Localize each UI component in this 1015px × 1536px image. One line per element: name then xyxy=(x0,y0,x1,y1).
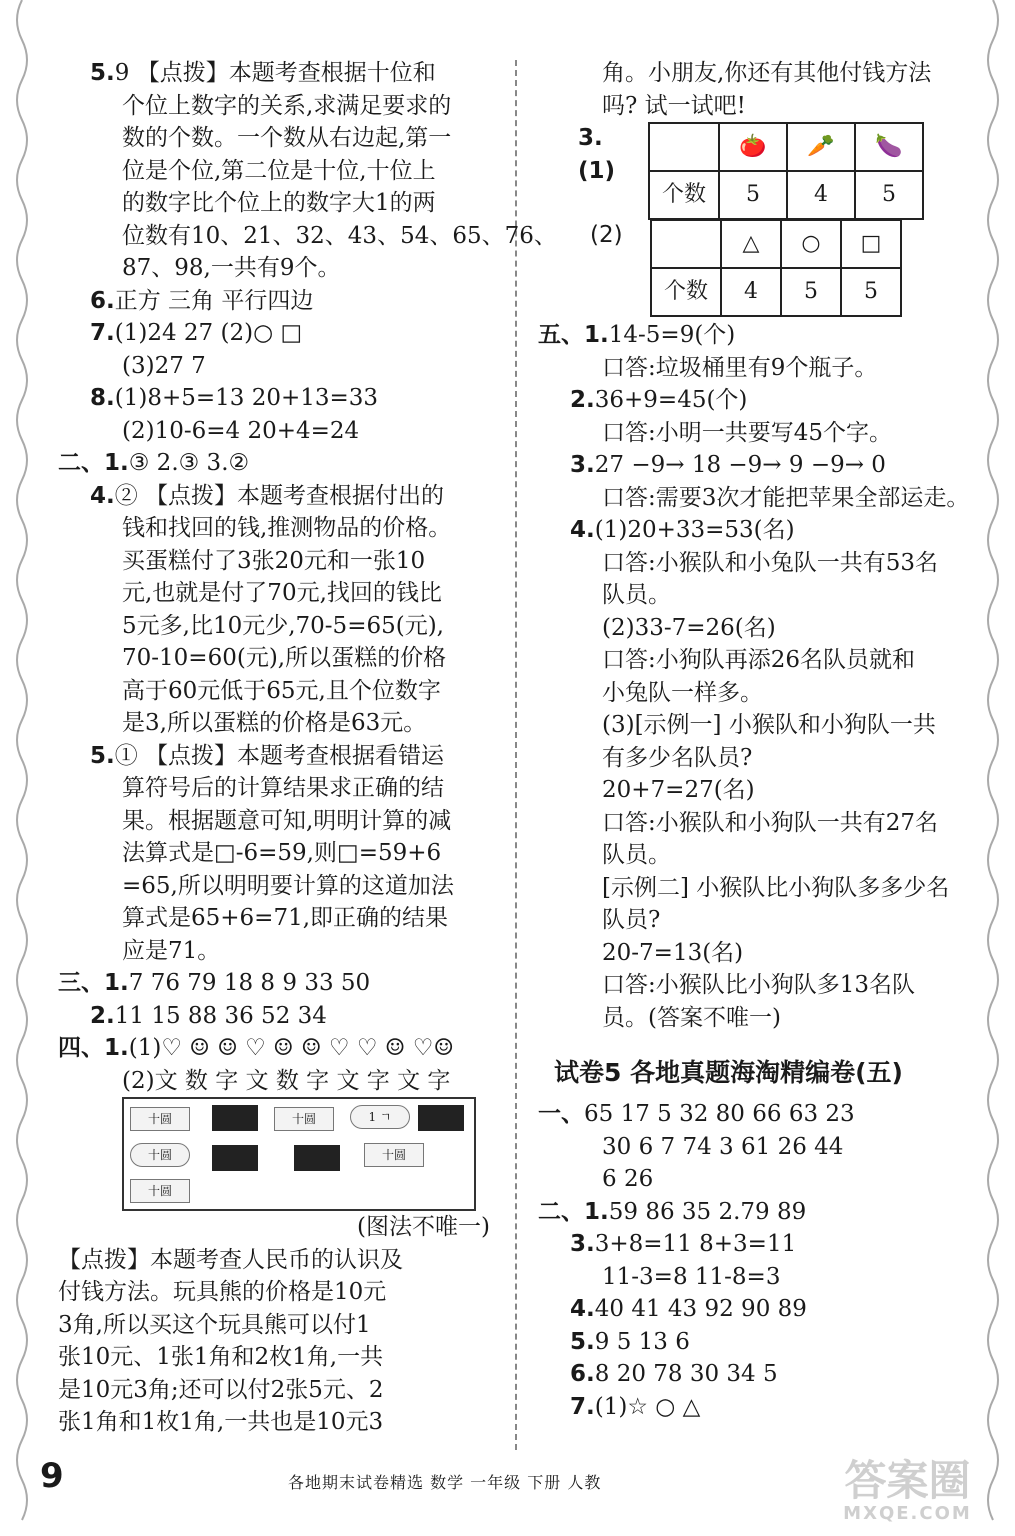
answer-line xyxy=(58,1374,504,1407)
answer-line xyxy=(538,1131,978,1164)
answer-line xyxy=(58,1406,504,1439)
left-wavy-border xyxy=(10,0,34,1536)
count-table-2 xyxy=(650,219,902,317)
answer-line xyxy=(58,870,504,903)
answer-text: 9 5 13 6 xyxy=(594,1328,690,1355)
table2-label: (2) xyxy=(590,222,623,248)
answer-text: 个位上数字的关系,求满足要求的 xyxy=(122,92,452,119)
answer-line xyxy=(58,740,504,773)
answer-line xyxy=(538,839,978,872)
answer-line xyxy=(58,1309,504,1342)
answer-line xyxy=(538,57,978,90)
count-table-1 xyxy=(648,122,924,220)
answer-text: 队员? xyxy=(602,907,661,933)
money-bill xyxy=(212,1105,258,1131)
question-number: 1. xyxy=(104,970,129,996)
answer-text: (2)33-7=26(名) xyxy=(602,614,776,641)
answer-line xyxy=(538,1293,978,1326)
answer-line xyxy=(538,1391,978,1424)
table1-value: 5 xyxy=(719,171,787,219)
left-explanation xyxy=(58,1244,504,1439)
left-column xyxy=(58,57,557,1439)
answer-text: 员。(答案不唯一) xyxy=(602,1004,781,1031)
question-number: 3. xyxy=(570,1231,595,1257)
answer-text: 59 86 35 2.79 89 xyxy=(608,1198,807,1225)
money-10yuan: 十圆 xyxy=(274,1107,334,1131)
money-bill xyxy=(212,1145,258,1171)
answer-line xyxy=(58,1244,504,1277)
answer-text: (1)8+5=13 20+13=33 xyxy=(114,385,379,411)
answer-text: 正方 三角 平行四边 xyxy=(114,287,314,314)
exam-title: 试卷5 各地真题海淘精编卷(五) xyxy=(554,1058,903,1087)
answer-line xyxy=(538,969,978,1002)
answer-line xyxy=(58,1000,504,1033)
answer-line xyxy=(538,1228,978,1261)
right-answer-lines xyxy=(538,319,978,1034)
answer-text: 20-7=13(名) xyxy=(602,939,744,966)
answer-text: 65 17 5 32 80 66 63 23 xyxy=(584,1101,855,1127)
answer-line xyxy=(538,449,978,482)
answer-line xyxy=(58,1065,504,1098)
answer-line xyxy=(538,677,978,710)
answer-line xyxy=(58,610,504,643)
question-number: 4. xyxy=(570,1296,595,1322)
count-table-2-row xyxy=(538,219,978,319)
answer-line xyxy=(538,937,978,970)
answer-text: 8 20 78 30 34 5 xyxy=(594,1361,778,1387)
answer-line xyxy=(58,155,504,188)
square-icon: □ xyxy=(841,220,901,268)
answer-text: 的数字比个位上的数字大1的两 xyxy=(122,190,436,216)
answer-line xyxy=(538,872,978,905)
answer-text: ② 【点拨】本题考查根据付出的 xyxy=(114,482,445,509)
table1-value: 5 xyxy=(855,171,923,219)
answer-text: 吗? 试一试吧! xyxy=(602,92,746,119)
answer-line xyxy=(58,317,504,350)
answer-text: ③ 2.③ 3.② xyxy=(128,450,250,476)
answer-line xyxy=(538,547,978,580)
question-number: 7. xyxy=(90,320,115,346)
answer-text: 14-5=9(个) xyxy=(608,322,736,348)
answer-text: (3)27 7 xyxy=(122,352,206,379)
answer-line xyxy=(58,675,504,708)
exam-answer-lines xyxy=(538,1098,978,1423)
answer-text: 是10元3角;还可以付2张5元、2 xyxy=(58,1376,384,1403)
money-10yuan: 十圆 xyxy=(364,1143,424,1167)
left-answer-lines xyxy=(58,57,557,1097)
question-number: 4. xyxy=(570,517,595,543)
answer-line xyxy=(58,967,504,1000)
answer-line xyxy=(58,382,504,415)
answer-text: 法算式是□-6=59,则□=59+6 xyxy=(122,840,442,866)
answer-text: 果。根据题意可知,明明计算的减 xyxy=(122,807,452,834)
answer-text: (2)文 数 字 文 数 字 文 字 文 字 xyxy=(122,1067,451,1094)
answer-line xyxy=(538,417,978,450)
answer-text: 应是71。 xyxy=(122,937,221,964)
answer-text: 算符号后的计算结果求正确的结 xyxy=(122,775,444,801)
answer-text: 元,也就是付了70元,找回的钱比 xyxy=(122,580,442,606)
answer-line xyxy=(58,1276,504,1309)
question-number: 1. xyxy=(584,322,609,348)
answer-line xyxy=(58,252,504,285)
question-number: 8. xyxy=(90,385,115,411)
answer-text: 有多少名队员? xyxy=(602,744,753,771)
answer-text: 口答:小猴队和小兔队一共有53名 xyxy=(602,549,939,576)
right-column xyxy=(538,57,978,1423)
section-number: 五、 xyxy=(538,322,584,348)
answer-text: 9 【点拨】本题考查根据十位和 xyxy=(114,60,436,86)
answer-line xyxy=(538,90,978,123)
answer-text: (1)20+33=53(名) xyxy=(594,517,795,543)
answer-text: 角。小朋友,你还有其他付钱方法 xyxy=(602,60,932,86)
count-table-1-row xyxy=(538,122,978,219)
answer-line xyxy=(58,220,557,253)
answer-line xyxy=(58,122,504,155)
answer-line xyxy=(58,415,504,448)
question-number: 6. xyxy=(90,287,115,314)
answer-text: 3+8=11 8+3=11 xyxy=(594,1231,797,1257)
answer-line xyxy=(538,1163,978,1196)
watermark-logo xyxy=(830,1456,985,1530)
answer-line xyxy=(58,1341,504,1374)
answer-line xyxy=(58,480,504,513)
answer-line xyxy=(538,1358,978,1391)
table2-row-label: 个数 xyxy=(651,268,721,316)
answer-text: 70-10=60(元),所以蛋糕的价格 xyxy=(122,645,447,671)
answer-line xyxy=(538,319,978,352)
answer-line xyxy=(538,482,978,515)
answer-line xyxy=(58,1032,504,1065)
answer-line xyxy=(58,772,504,805)
answer-text: 队员。 xyxy=(602,842,671,868)
answer-text: 位数有10、21、32、43、54、65、76、 xyxy=(122,222,557,249)
table2-header-0 xyxy=(651,220,721,268)
answer-line xyxy=(538,807,978,840)
answer-text: 11 15 88 36 52 34 xyxy=(114,1002,327,1029)
answer-text: 40 41 43 92 90 89 xyxy=(594,1296,807,1322)
money-coin-group: 1 ㄱ xyxy=(350,1105,410,1129)
triangle-icon: △ xyxy=(721,220,781,268)
answer-line xyxy=(58,285,504,318)
money-bill xyxy=(418,1105,464,1131)
answer-text: 张10元、1张1角和2枚1角,一共 xyxy=(58,1344,384,1370)
answer-text: 口答:小狗队再添26名队员就和 xyxy=(602,647,916,673)
answer-text: (3)[示例一] 小猴队和小狗队一共 xyxy=(602,712,936,738)
answer-line xyxy=(538,384,978,417)
circle-icon: ○ xyxy=(781,220,841,268)
answer-line xyxy=(538,1261,978,1294)
answer-text: 20+7=27(名) xyxy=(602,777,755,803)
answer-line xyxy=(538,709,978,742)
answer-text: 高于60元低于65元,且个位数字 xyxy=(122,677,441,704)
answer-line xyxy=(538,742,978,775)
answer-line xyxy=(538,1326,978,1359)
answer-text: 买蛋糕付了3张20元和一张10 xyxy=(122,547,426,574)
answer-text: 7 76 79 18 8 9 33 50 xyxy=(128,970,371,996)
question-number: 2. xyxy=(90,1002,115,1029)
answer-text: 队员。 xyxy=(602,582,671,608)
question-number: 3. xyxy=(570,452,595,478)
money-10yuan-circled: 十圆 xyxy=(130,1143,190,1167)
answer-text: 11-3=8 11-8=3 xyxy=(602,1263,781,1290)
answer-text: 87、98,一共有9个。 xyxy=(122,255,341,281)
question-number: 1. xyxy=(104,450,129,476)
watermark-sub: MXQE.COM xyxy=(843,1503,972,1524)
table2-value: 5 xyxy=(841,268,901,316)
answer-text: 5元多,比10元少,70-5=65(元), xyxy=(122,612,444,639)
question-number: 6. xyxy=(570,1361,595,1387)
table1-row-label: 个数 xyxy=(649,171,719,219)
answer-text: 钱和找回的钱,推测物品的价格。 xyxy=(122,515,452,541)
answer-text: 6 26 xyxy=(602,1166,654,1192)
answer-text: 口答:小明一共要写45个字。 xyxy=(602,419,893,446)
table1-value: 4 xyxy=(787,171,855,219)
question-number: 1. xyxy=(584,1198,609,1225)
answer-text: 27 −9→ 18 −9→ 9 −9→ 0 xyxy=(594,452,886,478)
answer-line xyxy=(58,187,504,220)
watermark-main: 答案圈 xyxy=(844,1456,971,1505)
answer-line xyxy=(58,707,504,740)
money-diagram xyxy=(122,1097,476,1211)
answer-line xyxy=(538,774,978,807)
answer-line xyxy=(58,902,504,935)
answer-line xyxy=(538,352,978,385)
money-note: (图法不唯一) xyxy=(357,1214,490,1240)
answer-line xyxy=(538,1002,978,1035)
answer-text: =65,所以明明要计算的这道加法 xyxy=(122,872,454,899)
answer-line xyxy=(58,512,504,545)
answer-line xyxy=(58,545,504,578)
answer-text: ① 【点拨】本题考查根据看错运 xyxy=(114,742,445,769)
answer-text: 口答:需要3次才能把苹果全部运走。 xyxy=(602,484,970,511)
question-number: 5. xyxy=(90,742,115,769)
footer-book-title: 各地期末试卷精选 数学 一年级 下册 人教 xyxy=(288,1473,602,1492)
answer-text: 位是个位,第二位是十位,十位上 xyxy=(122,157,436,184)
answer-line xyxy=(538,904,978,937)
money-10yuan: 十圆 xyxy=(130,1179,190,1203)
answer-line xyxy=(58,447,504,480)
answer-text: 3角,所以买这个玩具熊可以付1 xyxy=(58,1311,371,1338)
answer-text: (1)24 27 (2)○ □ xyxy=(114,320,303,346)
question-number: 1. xyxy=(104,1035,129,1061)
answer-line xyxy=(538,1098,978,1131)
answer-text: 张1角和1枚1角,一共也是10元3 xyxy=(58,1409,384,1435)
answer-text: [示例二] 小猴队比小狗队多多少名 xyxy=(602,874,950,901)
answer-text: 30 6 7 74 3 61 26 44 xyxy=(602,1133,844,1160)
answer-line xyxy=(58,837,504,870)
answer-line xyxy=(538,644,978,677)
money-bill xyxy=(294,1145,340,1171)
answer-line xyxy=(538,1196,978,1229)
answer-text: 【点拨】本题考查人民币的认识及 xyxy=(58,1246,403,1273)
money-10yuan: 十圆 xyxy=(130,1107,190,1131)
answer-line xyxy=(538,514,978,547)
page-number: 9 xyxy=(40,1456,64,1496)
question-number: 7. xyxy=(570,1393,595,1420)
section-number: 二、 xyxy=(538,1198,584,1225)
answer-line xyxy=(58,57,504,90)
eggplant-icon: 🍆 xyxy=(855,123,923,171)
answer-text: 36+9=45(个) xyxy=(594,387,748,413)
answer-line xyxy=(58,935,504,968)
section-number: 一、 xyxy=(538,1101,584,1127)
table1-label: 3.(1) xyxy=(578,125,616,184)
answer-text: 小兔队一样多。 xyxy=(602,679,763,706)
answer-text: 口答:小猴队和小狗队一共有27名 xyxy=(602,809,939,836)
answer-line xyxy=(58,350,504,383)
table2-value: 4 xyxy=(721,268,781,316)
answer-text: 口答:小猴队比小狗队多13名队 xyxy=(602,972,916,998)
answer-text: 数的个数。一个数从右边起,第一 xyxy=(122,125,452,151)
right-wavy-border xyxy=(981,0,1005,1536)
table1-header-0 xyxy=(649,123,719,171)
column-divider xyxy=(515,60,517,1450)
tomato-icon: 🍅 xyxy=(719,123,787,171)
question-number: 5. xyxy=(90,60,115,86)
question-number: 2. xyxy=(570,387,595,413)
table2-value: 5 xyxy=(781,268,841,316)
answer-text: (1)☆ ○ △ xyxy=(594,1393,701,1420)
section-number: 四、 xyxy=(58,1035,104,1061)
answer-line xyxy=(58,642,504,675)
answer-text: (2)10-6=4 20+4=24 xyxy=(122,417,360,444)
answer-text: 是3,所以蛋糕的价格是63元。 xyxy=(122,710,427,736)
question-number: 5. xyxy=(570,1328,595,1355)
carrot-icon: 🥕 xyxy=(787,123,855,171)
answer-text: 付钱方法。玩具熊的价格是10元 xyxy=(58,1279,387,1305)
answer-text: 算式是65+6=71,即正确的结果 xyxy=(122,905,449,931)
answer-text: 口答:垃圾桶里有9个瓶子。 xyxy=(602,354,878,381)
question-number: 4. xyxy=(90,482,115,509)
answer-line xyxy=(538,579,978,612)
answer-line xyxy=(58,577,504,610)
section-number: 二、 xyxy=(58,450,104,476)
answer-line xyxy=(58,90,504,123)
answer-line xyxy=(538,612,978,645)
answer-line xyxy=(58,805,504,838)
answer-text: (1)♡ ☺ ☺ ♡ ☺ ☺ ♡ ♡ ☺ ♡☺ xyxy=(128,1035,454,1061)
section-number: 三、 xyxy=(58,970,104,996)
right-continued-text xyxy=(538,57,978,122)
